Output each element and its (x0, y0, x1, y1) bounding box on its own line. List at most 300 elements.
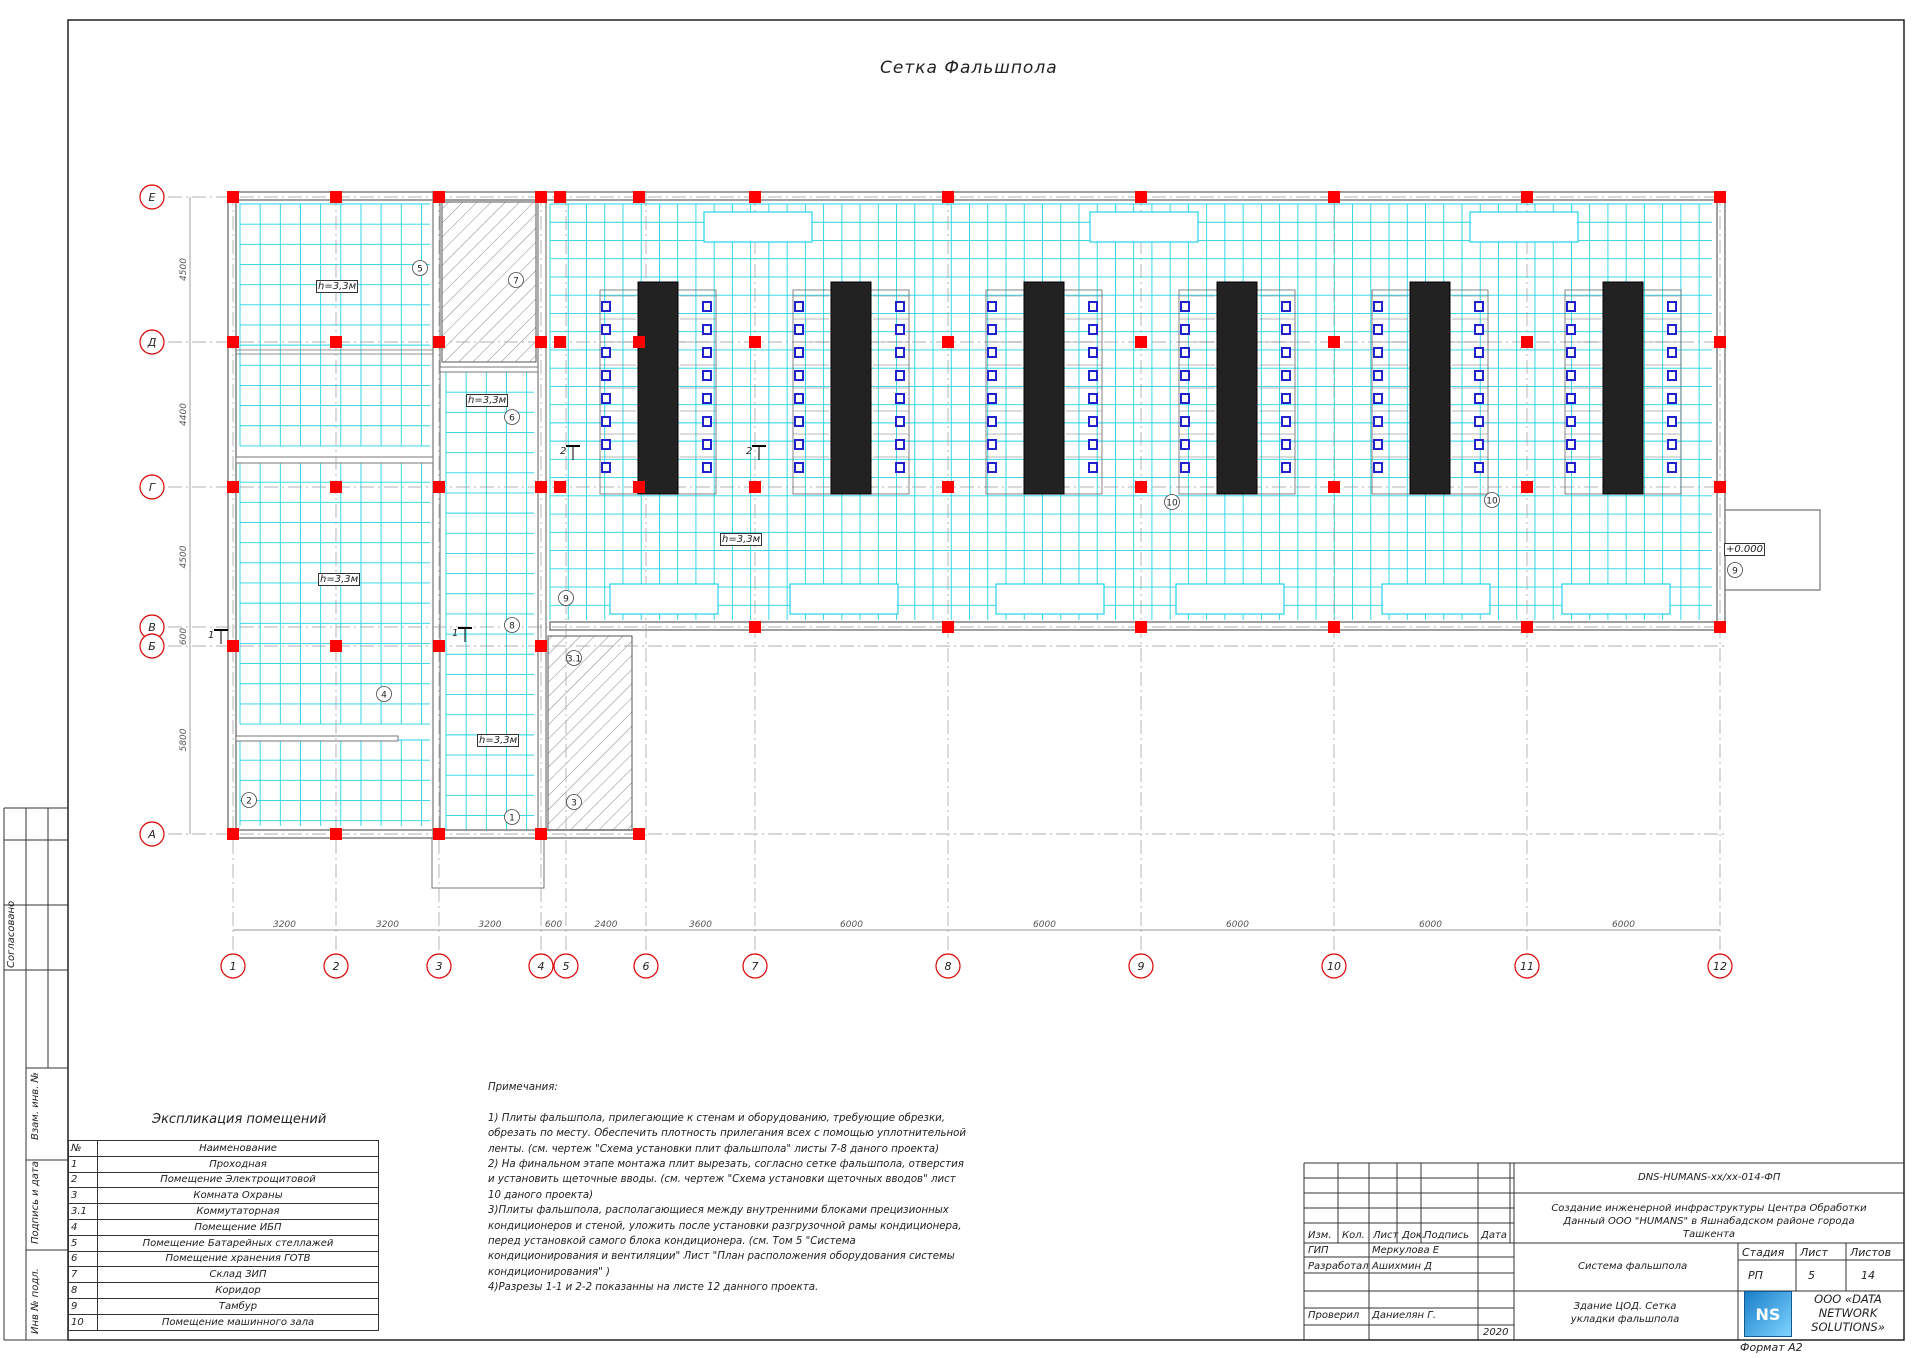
rack-icon (602, 417, 610, 426)
containment-aisle (831, 282, 871, 494)
row-no: 5 (69, 1235, 98, 1251)
rack-icon (896, 463, 904, 472)
rack-icon (896, 394, 904, 403)
rack-icon (602, 348, 610, 357)
rack-icon (602, 371, 610, 380)
axis-label: Б (148, 640, 156, 653)
hdr-kol: Кол. (1342, 1230, 1365, 1241)
project-name: Создание инженерной инфраструктуры Центра Обработки Данный ООО "HUMANS" в Яшнабадском районе города Ташкента (1551, 1203, 1867, 1240)
rack-icon (602, 463, 610, 472)
drawing-title: Сетка Фальшпола (880, 58, 1058, 78)
column (942, 336, 954, 348)
height-label: h=3,3м (468, 395, 507, 406)
rack-icon (795, 394, 803, 403)
rack-icon (1567, 371, 1575, 380)
rack-icon (1282, 348, 1290, 357)
room-tag-label: 4 (381, 690, 387, 701)
rack-icon (896, 440, 904, 449)
side-label-soglasovano: Согласовано (6, 900, 17, 968)
row-name: Тамбур (98, 1298, 379, 1314)
rack-icon (1181, 371, 1189, 380)
rack-icon (1374, 394, 1382, 403)
dim-label: 3600 (689, 920, 712, 930)
column (227, 336, 239, 348)
column (942, 621, 954, 633)
axis-label: Д (147, 336, 157, 349)
rack-icon (1089, 348, 1097, 357)
column (749, 191, 761, 203)
dim-label: 3200 (376, 920, 399, 930)
side-label-vzam: Взам. инв. № (30, 1072, 41, 1140)
rack-icon (1668, 394, 1676, 403)
column (227, 481, 239, 493)
crac-unit (996, 584, 1104, 614)
section-label: 1 (452, 628, 459, 639)
room-tag-label: 10 (1486, 496, 1498, 507)
column (749, 481, 761, 493)
rack-icon (1374, 463, 1382, 472)
column (1135, 621, 1147, 633)
table-row (69, 1298, 379, 1314)
rack-icon (703, 348, 711, 357)
rack-icon (1668, 348, 1676, 357)
dim-label: 3200 (478, 920, 502, 930)
wall-east (1717, 192, 1725, 630)
column (433, 191, 445, 203)
row-name: Комната Охраны (98, 1188, 379, 1204)
row-no: 7 (69, 1267, 98, 1283)
column (535, 640, 547, 652)
rack-icon (1567, 463, 1575, 472)
column (633, 481, 645, 493)
stadia-value: РП (1748, 1269, 1763, 1282)
room-tag-label: 6 (509, 413, 515, 424)
col-no: № (69, 1141, 98, 1157)
column (433, 481, 445, 493)
razrab-name: Ашихмин Д (1372, 1261, 1432, 1272)
row-name: Помещение ИБП (98, 1219, 379, 1235)
column (330, 191, 342, 203)
rack-icon (988, 348, 996, 357)
column (1135, 481, 1147, 493)
containment-aisle (638, 282, 678, 494)
gip-name: Меркулова Е (1372, 1245, 1440, 1256)
rack-icon (1181, 440, 1189, 449)
rack-icon (1282, 440, 1290, 449)
crac-unit (1176, 584, 1284, 614)
hdr-izm: Изм. (1308, 1230, 1332, 1241)
rack-icon (1089, 417, 1097, 426)
rack-icon (795, 348, 803, 357)
rack-icon (795, 417, 803, 426)
razrab-label: Разработал (1308, 1261, 1369, 1272)
rack-icon (1475, 440, 1483, 449)
rack-icon (703, 417, 711, 426)
row-no: 4 (69, 1219, 98, 1235)
rack-icon (1181, 394, 1189, 403)
dim-label: 6000 (1612, 920, 1635, 930)
axis-label: 3 (435, 960, 443, 973)
rack-icon (988, 325, 996, 334)
room-tag-label: 7 (513, 276, 519, 287)
containment-aisle (1217, 282, 1257, 494)
hdr-data: Дата (1481, 1230, 1507, 1241)
rack-icon (703, 302, 711, 311)
side-label-podpis: Подпись и дата (30, 1161, 41, 1244)
dim-label: 4500 (179, 545, 189, 569)
axis-label: 7 (751, 960, 759, 973)
rack-icon (1567, 302, 1575, 311)
column (749, 336, 761, 348)
rack-icon (896, 325, 904, 334)
list-value: 5 (1808, 1269, 1815, 1282)
hdr-list: Лист (1373, 1230, 1399, 1241)
room-tag-label: 10 (1166, 498, 1178, 509)
notes-heading: Примечания: (488, 1082, 558, 1093)
table-row (69, 1267, 379, 1283)
hdr-podpis: Подпись (1424, 1230, 1469, 1241)
column (1328, 191, 1340, 203)
table-row (69, 1314, 379, 1330)
column (433, 336, 445, 348)
column (227, 640, 239, 652)
rack-icon (602, 325, 610, 334)
rack-icon (1181, 302, 1189, 311)
rack-icon (988, 463, 996, 472)
table-row (69, 1172, 379, 1188)
column (1714, 621, 1726, 633)
rack-icon (896, 371, 904, 380)
dim-label: 5800 (179, 728, 189, 752)
table-row (69, 1251, 379, 1267)
rack-icon (1089, 302, 1097, 311)
dim-label: 3200 (273, 920, 296, 930)
section-label: 1 (208, 630, 215, 641)
rack-icon (1089, 440, 1097, 449)
rack-icon (1475, 325, 1483, 334)
rack-icon (703, 325, 711, 334)
dim-label: 4400 (179, 403, 189, 426)
rack-icon (1567, 417, 1575, 426)
column (535, 828, 547, 840)
axis-label: В (148, 621, 156, 634)
height-label: h=3,3м (479, 735, 518, 746)
column (433, 828, 445, 840)
rack-icon (1475, 348, 1483, 357)
dim-label: 600 (544, 920, 563, 930)
column (330, 828, 342, 840)
side-label-inv: Инв № подл. (30, 1268, 41, 1334)
rack-icon (795, 302, 803, 311)
system-name: Система фальшпола (1578, 1261, 1688, 1272)
wall-west (228, 192, 236, 838)
rack-icon (1282, 325, 1290, 334)
section-label: 2 (560, 446, 567, 457)
column (1521, 191, 1533, 203)
table-row (69, 1219, 379, 1235)
rack-icon (988, 440, 996, 449)
rack-icon (1181, 348, 1189, 357)
row-no: 1 (69, 1156, 98, 1172)
rack-icon (1668, 417, 1676, 426)
rack-icon (1567, 325, 1575, 334)
crac-unit (1562, 584, 1670, 614)
axis-label: Е (148, 191, 156, 204)
rack-icon (703, 440, 711, 449)
rack-icon (1282, 394, 1290, 403)
axes (140, 185, 1732, 978)
note-item: 4)Разрезы 1-1 и 2-2 показанны на листе 12 данного проекта. (488, 1282, 819, 1294)
column (1714, 191, 1726, 203)
rack-icon (1475, 417, 1483, 426)
axis-label: 5 (562, 960, 570, 973)
note-item: 3)Плиты фальшпола, располагающиеся между внутренними блоками прецизионных кондиционеров и стеной, уложить после установки разгрузочной рамы кондиционера, перед установкой самого блока кондиционера. (см. Том 5 "Система кондиционирования и вентиляции" Лист "План расположения оборудования системы кондиционирования" ) (488, 1205, 962, 1278)
rack-icon (1567, 348, 1575, 357)
rack-icon (1089, 371, 1097, 380)
row-no: 6 (69, 1251, 98, 1267)
room-tag-label: 3.1 (566, 654, 582, 665)
column (1521, 621, 1533, 633)
column (1714, 481, 1726, 493)
height-label: h=3,3м (318, 281, 357, 292)
dim-label: 600 (179, 627, 189, 646)
gip-label: ГИП (1308, 1245, 1329, 1256)
rack-icon (795, 440, 803, 449)
crac-unit (704, 212, 812, 242)
rack-icon (703, 463, 711, 472)
stadia-label: Стадия (1742, 1246, 1785, 1259)
note-item: 2) На финальном этапе монтажа плит вырезать, согласно сетке фальшпола, отверстия и установить щеточные вводы. (см. чертеж "Схема установки щеточных вводов" лист 10 даного проекта) (488, 1159, 964, 1201)
explication-title: Экспликация помещений (152, 1112, 327, 1127)
dim-label: 6000 (840, 920, 863, 930)
crac-unit (1470, 212, 1578, 242)
column (227, 191, 239, 203)
column (330, 336, 342, 348)
column (330, 481, 342, 493)
table-row (69, 1204, 379, 1220)
rack-icon (988, 394, 996, 403)
crac-unit (790, 584, 898, 614)
row-name: Помещение машинного зала (98, 1314, 379, 1330)
column (749, 621, 761, 633)
column (554, 481, 566, 493)
height-label: h=3,3м (320, 574, 359, 585)
rack-icon (1668, 463, 1676, 472)
sheet-name: Здание ЦОД. Сетка укладки фальшпола (1570, 1301, 1680, 1325)
rack-icon (602, 302, 610, 311)
rack-icon (1475, 302, 1483, 311)
wall-north (228, 192, 1725, 200)
column (554, 191, 566, 203)
rack-icon (1668, 302, 1676, 311)
room-tag-label: 9 (1732, 566, 1738, 577)
column (554, 336, 566, 348)
rack-icon (1475, 371, 1483, 380)
rack-icon (1282, 463, 1290, 472)
listov-label: Листов (1850, 1246, 1892, 1259)
table-row (69, 1235, 379, 1251)
prover-name: Даниелян Г. (1372, 1310, 1437, 1321)
rack-icon (1181, 417, 1189, 426)
rack-icon (795, 463, 803, 472)
column (942, 481, 954, 493)
row-name: Проходная (98, 1156, 379, 1172)
column (1521, 336, 1533, 348)
table-row (69, 1156, 379, 1172)
dim-label: 4500 (179, 258, 189, 281)
rack-icon (703, 371, 711, 380)
row-no: 2 (69, 1172, 98, 1188)
axis-label: А (148, 828, 156, 841)
doc-code: DNS-HUMANS-xx/xx-014-ФП (1638, 1172, 1781, 1183)
rack-icon (1475, 394, 1483, 403)
rack-icon (1282, 417, 1290, 426)
rack-icon (795, 325, 803, 334)
hatched-room-3 (548, 636, 632, 830)
rack-icon (896, 417, 904, 426)
crac-unit (610, 584, 718, 614)
axis-label: 10 (1327, 960, 1341, 973)
axis-label: 8 (944, 960, 952, 973)
company-name: ООО «DATA NETWORK SOLUTIONS» (1811, 1292, 1885, 1334)
row-name: Коммутаторная (98, 1204, 379, 1220)
column (535, 336, 547, 348)
section-label: 2 (746, 446, 753, 457)
col-name: Наименование (98, 1141, 379, 1157)
rack-icon (1374, 302, 1382, 311)
rack-icon (988, 302, 996, 311)
axis-label: 4 (537, 960, 545, 973)
list-label: Лист (1800, 1246, 1828, 1259)
row-no: 8 (69, 1283, 98, 1299)
rack-icon (1181, 325, 1189, 334)
crac-unit (1382, 584, 1490, 614)
wall-inner (440, 367, 538, 372)
column (433, 640, 445, 652)
column (330, 640, 342, 652)
hdr-dok: Док. (1402, 1230, 1426, 1241)
year: 2020 (1483, 1327, 1509, 1338)
row-no: 10 (69, 1314, 98, 1330)
column (1328, 336, 1340, 348)
row-name: Склад ЗИП (98, 1267, 379, 1283)
wall-inner (236, 350, 433, 354)
rack-icon (1668, 440, 1676, 449)
rack-icon (1089, 463, 1097, 472)
explication-table (68, 1140, 379, 1331)
axis-label: Г (148, 481, 156, 494)
column (535, 481, 547, 493)
rack-icon (602, 394, 610, 403)
rack-icon (795, 371, 803, 380)
containment-aisle (1410, 282, 1450, 494)
row-no: 3 (69, 1188, 98, 1204)
axis-label: 9 (1137, 960, 1145, 973)
rack-icon (988, 371, 996, 380)
room-tag-label: 5 (417, 264, 423, 275)
column (633, 191, 645, 203)
rack-icon (1374, 371, 1382, 380)
rack-icon (1374, 325, 1382, 334)
column (1135, 191, 1147, 203)
dim-label: 6000 (1033, 920, 1056, 930)
column (1521, 481, 1533, 493)
room-tag-label: 3 (571, 798, 577, 809)
rack-icon (896, 348, 904, 357)
column (535, 191, 547, 203)
axis-label: 11 (1520, 960, 1534, 973)
rack-icon (1567, 394, 1575, 403)
rack-icon (1282, 371, 1290, 380)
room-tag-label: 2 (246, 796, 252, 807)
company-logo: NS (1744, 1291, 1792, 1337)
column (227, 828, 239, 840)
column (1328, 481, 1340, 493)
rack-icon (1475, 463, 1483, 472)
axis-label: 2 (332, 960, 340, 973)
rack-icon (896, 302, 904, 311)
column (942, 191, 954, 203)
rack-icon (602, 440, 610, 449)
rack-icon (1374, 348, 1382, 357)
wall-inner (236, 457, 433, 463)
table-row (69, 1283, 379, 1299)
column (1714, 336, 1726, 348)
column (633, 828, 645, 840)
row-name: Помещение Электрощитовой (98, 1172, 379, 1188)
rack-icon (1374, 417, 1382, 426)
dim-label: 2400 (594, 920, 618, 930)
containment-aisle (1024, 282, 1064, 494)
dim-label: 6000 (1419, 920, 1442, 930)
rack-icon (1181, 463, 1189, 472)
notes (488, 1080, 968, 1296)
column (1328, 621, 1340, 633)
entrance-annex (432, 838, 544, 888)
room-tag-label: 9 (563, 594, 569, 605)
dimensions (179, 197, 1720, 930)
column (1135, 336, 1147, 348)
row-no: 9 (69, 1298, 98, 1314)
row-name: Помещение хранения ГОТВ (98, 1251, 379, 1267)
room-tag-label: 8 (509, 621, 515, 632)
axis-label: 12 (1713, 960, 1727, 973)
equipment (600, 212, 1681, 614)
column (633, 336, 645, 348)
crac-unit (1090, 212, 1198, 242)
wall-inner (236, 736, 398, 741)
row-name: Помещение Батарейных стеллажей (98, 1235, 379, 1251)
rack-icon (1282, 302, 1290, 311)
rack-icon (988, 417, 996, 426)
rack-icon (703, 394, 711, 403)
level-mark: +0.000 (1726, 544, 1764, 555)
rack-icon (1567, 440, 1575, 449)
rack-icon (1089, 325, 1097, 334)
row-name: Коридор (98, 1283, 379, 1299)
dim-label: 6000 (1226, 920, 1249, 930)
listov-value: 14 (1861, 1269, 1875, 1282)
height-label: h=3,3м (722, 534, 761, 545)
row-no: 3.1 (69, 1204, 98, 1220)
rack-icon (1089, 394, 1097, 403)
rack-icon (1374, 440, 1382, 449)
axis-label: 6 (642, 960, 650, 973)
prover-label: Проверил (1308, 1310, 1360, 1321)
table-row (69, 1188, 379, 1204)
format-label: Формат А2 (1740, 1341, 1803, 1354)
axis-label: 1 (229, 960, 237, 973)
